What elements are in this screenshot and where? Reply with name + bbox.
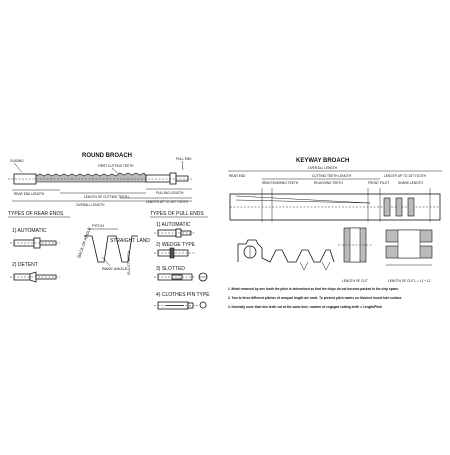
- overall-length-label: OVERALL LENGTH: [76, 203, 105, 207]
- rear-ends-section: [8, 211, 70, 282]
- length-of-cut-formula-sketch: [386, 230, 432, 283]
- length-of-cut-formula-label: LENGTH OF CUT L = L1 + L2: [388, 279, 431, 283]
- pull-end-clothes-pin-sketch: [154, 302, 206, 309]
- pull-end-wedge-sketch: [154, 248, 196, 258]
- note-1: 1. Metal removed by one tooth the pitch is determined so that the chips do not become packed in the chip space.: [228, 287, 399, 291]
- pulling-length-label: PULLING LENGTH: [156, 191, 184, 195]
- pull-ends-title: TYPES OF PULL ENDS: [150, 211, 204, 217]
- length-of-cut-label: LENGTH OF CUT: [342, 279, 368, 283]
- rear-end-detent: 2) DETENT: [12, 262, 38, 268]
- pull-end-wedge-type: 2) WEDGE TYPE: [156, 242, 196, 248]
- pull-end-slotted-sketch: [154, 273, 207, 281]
- pull-ends-section: [150, 211, 210, 309]
- rear-end-detent-sketch: [10, 272, 60, 282]
- first-cutting-teeth-label: FIRST CUTTING TEETH: [98, 164, 134, 168]
- guiding-label: GUIDING: [10, 159, 24, 163]
- straight-land-label: STRAIGHT LAND: [110, 238, 150, 244]
- keyway-tooth-outline: [238, 240, 334, 262]
- semi-finishing-teeth-label: SEMI FINISHING TEETH: [262, 181, 299, 185]
- guiding-leader: [14, 163, 22, 172]
- rake-angle-leader: [102, 257, 110, 266]
- pull-end-tip: [176, 176, 188, 181]
- round-broach-section: [8, 153, 192, 207]
- pull-end-leader: [182, 161, 183, 170]
- cutting-teeth-length-label: CUTTING TEETH LENGTH: [312, 174, 352, 178]
- note-2: 2. Two to three different pitches of unequal length are used. To prevent pitch marks on finished round hole surface.: [228, 296, 403, 300]
- tooth-profile-detail: [76, 223, 150, 275]
- keyway-broach-tool: [230, 188, 440, 222]
- pitch-label: PITCH: [92, 223, 104, 228]
- pull-end-collar: [170, 173, 176, 184]
- over-all-length-label: OVER ALL LENGTH: [308, 166, 338, 170]
- length-to-first-tooth-label: LENGTH UP TO 1ST TOOTH: [146, 200, 188, 204]
- keyway-length-to-first-tooth-label: LENGTH UP TO 1ST TOOTH: [384, 174, 426, 178]
- pull-end-slotted: 3) SLOTTED: [156, 266, 185, 272]
- pull-end-automatic: 1) AUTOMATIC: [156, 222, 191, 228]
- rake-angle-label: RAKE ANGLE: [102, 266, 128, 271]
- rear-end-automatic: 1) AUTOMATIC: [12, 228, 47, 234]
- pull-end-label: PULL END: [176, 157, 192, 161]
- gullet-depth-label: GULLET DEPTH: [127, 250, 131, 275]
- keyway-tooth-detail: [238, 240, 334, 270]
- roughing-teeth-label: ROUGHING TEETH: [314, 181, 343, 185]
- note-3: 3. Normally more than two teeth cut at the same time, number of engaged cutting teeth = Length/Pitch: [228, 305, 383, 309]
- round-broach-title: ROUND BROACH: [82, 153, 132, 159]
- round-broach-tool: [8, 173, 192, 184]
- rear-end-label: REAR END: [229, 174, 246, 178]
- rear-ends-title: TYPES OF REAR ENDS: [8, 211, 64, 217]
- length-of-cutting-teeth-label: LENGTH OF CUTTING TEETH: [84, 195, 129, 199]
- cutting-teeth-body: [36, 173, 146, 182]
- keyway-broach-section: [228, 158, 442, 309]
- shank-length-label: SHANK LENGTH: [398, 181, 423, 185]
- pull-end-automatic-sketch: [154, 229, 196, 237]
- rear-end-automatic-sketch: [10, 238, 60, 248]
- back-of-angle-label: BACK OF ANGLE: [76, 226, 92, 259]
- rear-end-length-label: REAR END LENGTH: [14, 192, 45, 196]
- keyway-broach-title: KEYWAY BROACH: [296, 158, 350, 164]
- pull-end-clothes-pin-type: 4) CLOTHES PIN TYPE: [156, 292, 210, 298]
- keyway-notes: [228, 287, 402, 309]
- front-pilot-label: FRONT PILOT: [368, 181, 390, 185]
- pulling-shank: [146, 175, 170, 182]
- length-of-cut-sketch: [338, 228, 372, 283]
